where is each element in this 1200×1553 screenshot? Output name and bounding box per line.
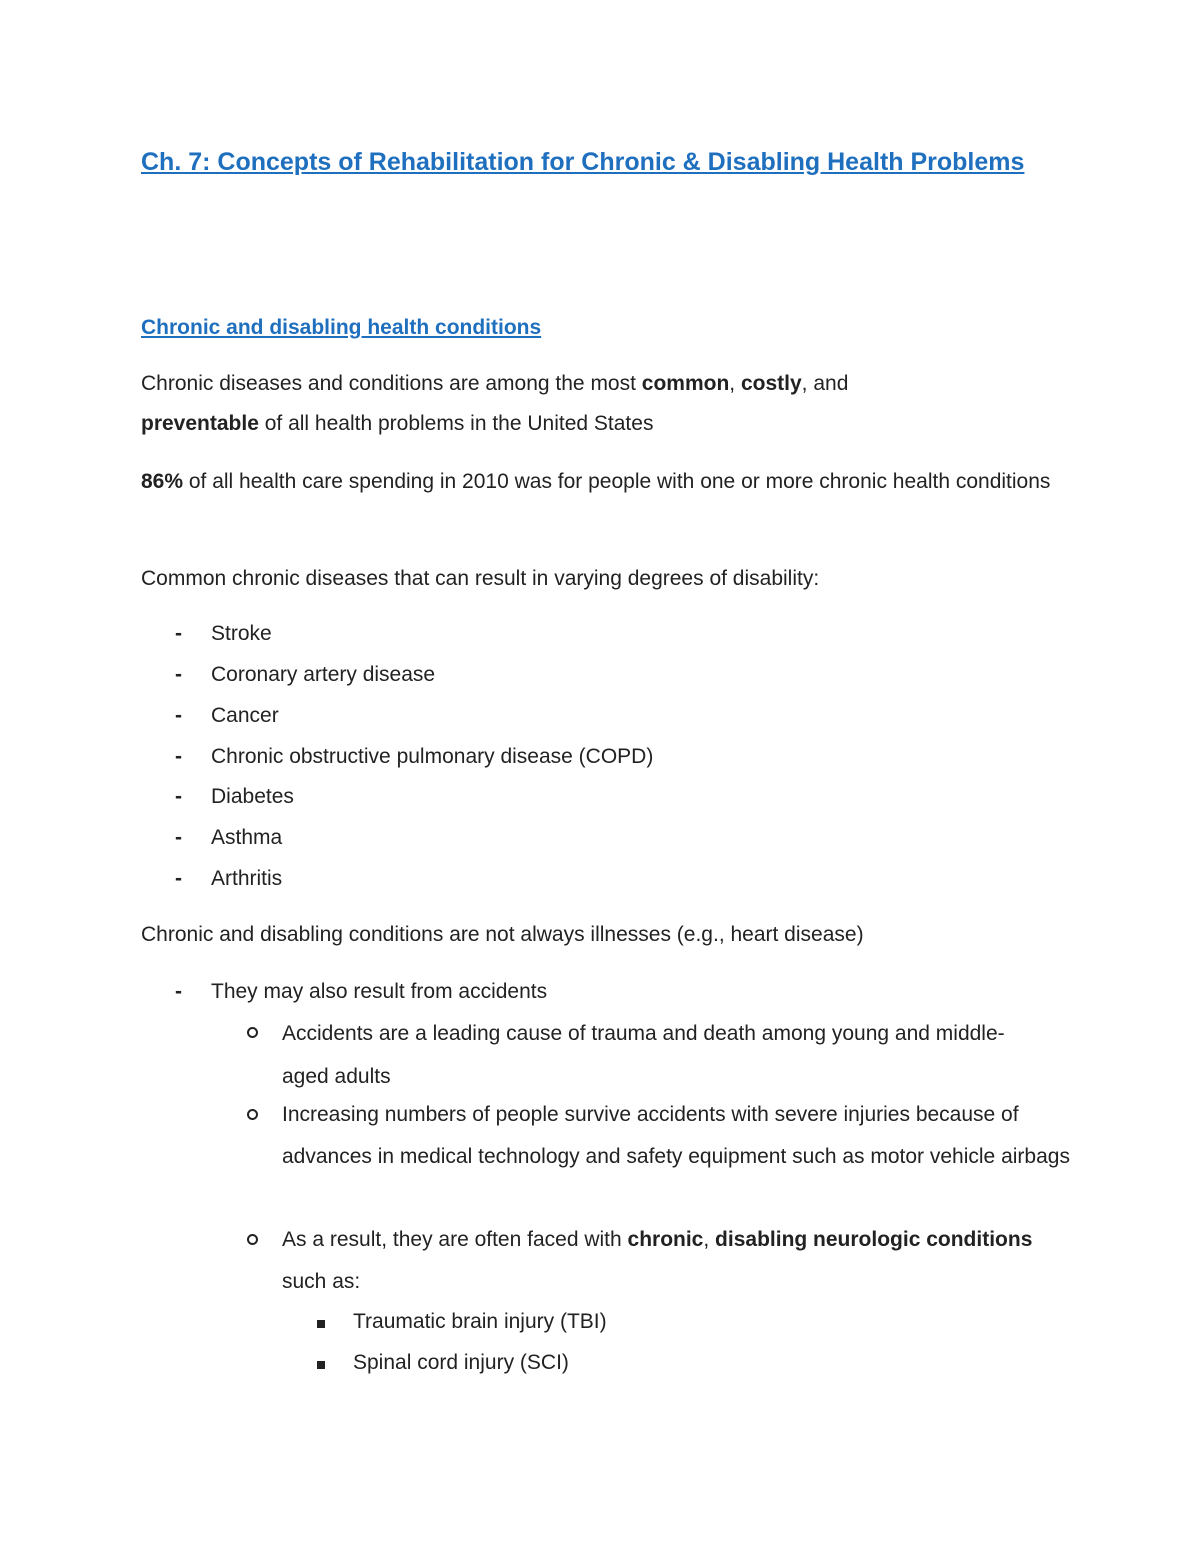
paragraph-spending: 86% of all health care spending in 2010 was for people with one or more chronic health conditions xyxy=(141,470,1051,493)
bold-disabling-neurologic: disabling neurologic conditions xyxy=(715,1228,1033,1251)
bold-common: common xyxy=(641,372,730,395)
sub-list-item: Increasing numbers of people survive accidents with severe injuries because of advances in medical technology and safety equipment such as motor vehicle airbags xyxy=(282,1103,1070,1168)
bold-chronic: chronic xyxy=(627,1228,704,1251)
sub-sub-list-item: Spinal cord injury (SCI) xyxy=(353,1351,569,1374)
list-item-accidents: They may also result from accidents xyxy=(211,980,548,1003)
bold-percent: 86% xyxy=(141,470,184,493)
list-bullet: - xyxy=(175,867,182,890)
section-heading: Chronic and disabling health conditions xyxy=(141,316,542,339)
circle-bullet-icon xyxy=(247,1012,258,1052)
bold-preventable: preventable xyxy=(141,412,259,435)
bold-costly: costly xyxy=(740,372,802,395)
circle-bullet-icon xyxy=(247,1219,258,1259)
list-bullet: - xyxy=(175,622,182,645)
paragraph-common-diseases: Common chronic diseases that can result in varying degrees of disability: xyxy=(141,567,820,590)
chapter-title: Ch. 7: Concepts of Rehabilitation for Chronic & Disabling Health Problems xyxy=(141,148,1025,176)
list-item: Cancer xyxy=(211,704,279,727)
sub-list-item: As a result, they are often faced with chronic, disabling neurologic conditions such as: xyxy=(282,1228,1033,1293)
list-bullet: - xyxy=(175,980,182,1003)
list-bullet: - xyxy=(175,785,182,808)
list-bullet: - xyxy=(175,745,182,768)
list-bullet: - xyxy=(175,663,182,686)
sub-list-item: Accidents are a leading cause of trauma and death among young and middle-aged adults xyxy=(282,1022,1005,1088)
paragraph-chronic-diseases: Chronic diseases and conditions are among the most common, costly, and preventable of all health problems in the United States xyxy=(141,372,849,435)
sub-sub-list-item: Traumatic brain injury (TBI) xyxy=(353,1310,607,1333)
list-item: Stroke xyxy=(211,622,272,645)
list-item: Coronary artery disease xyxy=(211,663,436,686)
list-item: Diabetes xyxy=(211,785,294,808)
list-bullet: - xyxy=(175,826,182,849)
list-item: Asthma xyxy=(211,826,283,849)
paragraph-not-always-illnesses: Chronic and disabling conditions are not always illnesses (e.g., heart disease) xyxy=(141,923,864,946)
list-bullet: - xyxy=(175,704,182,727)
circle-bullet-icon xyxy=(247,1094,258,1134)
square-bullet-icon xyxy=(317,1343,325,1383)
square-bullet-icon xyxy=(317,1302,325,1342)
list-item: Chronic obstructive pulmonary disease (COPD) xyxy=(211,745,654,768)
list-item: Arthritis xyxy=(211,867,283,890)
